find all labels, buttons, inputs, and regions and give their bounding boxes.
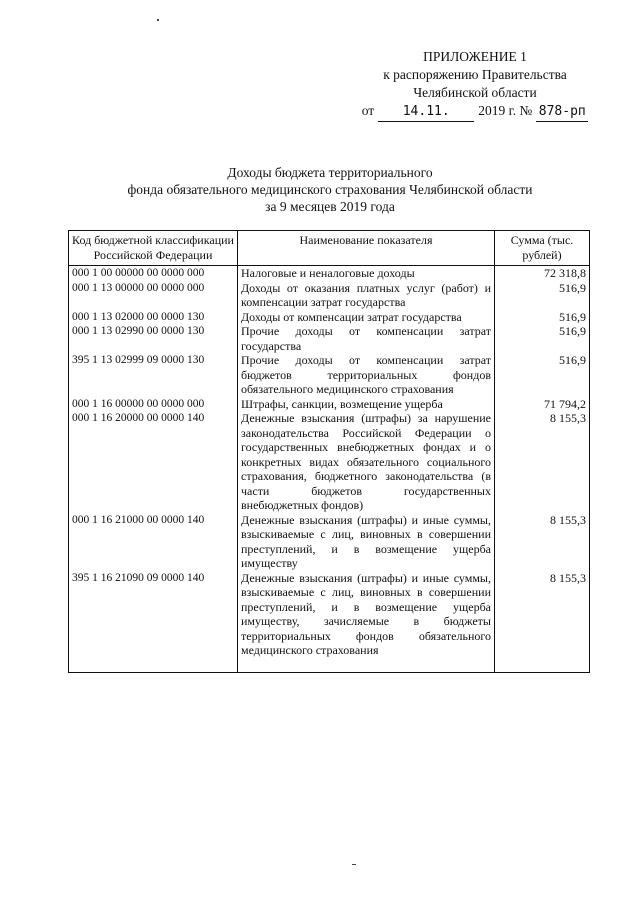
table-row <box>69 324 590 353</box>
appendix-line-region: Челябинской области <box>413 85 537 100</box>
row-name: Денежные взыскания (штрафы) и иные суммы, взыскиваемые с лиц, виновных в совершении преступлений, и в возмещение ущерба имуществу <box>238 513 495 571</box>
row-sum: 8 155,3 <box>495 513 590 571</box>
appendix-header <box>360 48 590 122</box>
document-title-line-1: Доходы бюджета территориального <box>227 165 433 180</box>
appendix-title: ПРИЛОЖЕНИЕ 1 <box>423 49 527 64</box>
header-name: Наименование показателя <box>238 231 495 266</box>
appendix-from-label: от <box>361 103 375 118</box>
document-title <box>40 164 620 215</box>
table-row <box>69 353 590 397</box>
row-sum: 72 318,8 <box>495 266 590 281</box>
row-code: 395 1 13 02999 09 0000 130 <box>69 353 238 397</box>
table-row <box>69 266 590 281</box>
row-name: Налоговые и неналоговые доходы <box>238 266 495 281</box>
row-code: 000 1 13 00000 00 0000 000 <box>69 281 238 310</box>
row-sum: 516,9 <box>495 353 590 397</box>
row-code: 395 1 16 21090 09 0000 140 <box>69 571 238 673</box>
table-row <box>69 281 590 310</box>
appendix-date-value: 14.11. <box>378 103 474 122</box>
row-sum: 8 155,3 <box>495 571 590 673</box>
row-name: Денежные взыскания (штрафы) за нарушение законодательства Российской Федерации о государственных внебюджетных фондах и о конкретных видах обязательного социального страхования, бюджетного законодательства (в части бюджетов государственных внебюджетных фондов) <box>238 411 495 513</box>
row-code: 000 1 00 00000 00 0000 000 <box>69 266 238 281</box>
row-sum: 516,9 <box>495 281 590 310</box>
row-name: Денежные взыскания (штрафы) и иные суммы, взыскиваемые с лиц, виновных в совершении преступлений, и в возмещение ущерба имуществу, зачисляемые в бюджеты территориальных фондов обязательного медицинского страхования <box>238 571 495 673</box>
appendix-date-line <box>360 102 590 122</box>
header-sum: Сумма (тыс. рублей) <box>495 231 590 266</box>
row-name: Доходы от оказания платных услуг (работ) и компенсации затрат государства <box>238 281 495 310</box>
row-name: Прочие доходы от компенсации затрат государства <box>238 324 495 353</box>
table-row <box>69 571 590 673</box>
header-code: Код бюджетной классификации Российской Федерации <box>69 231 238 266</box>
scan-speck-bottom <box>352 864 356 865</box>
row-code: 000 1 13 02000 00 0000 130 <box>69 310 238 325</box>
row-code: 000 1 16 00000 00 0000 000 <box>69 397 238 412</box>
row-sum: 71 794,2 <box>495 397 590 412</box>
appendix-year-text: 2019 г. № <box>478 103 533 118</box>
document-title-line-2: фонда обязательного медицинского страхования Челябинской области <box>127 182 533 197</box>
table-row <box>69 397 590 412</box>
appendix-line-order: к распоряжению Правительства <box>383 67 567 82</box>
row-sum: 8 155,3 <box>495 411 590 513</box>
table-row <box>69 513 590 571</box>
row-name: Штрафы, санкции, возмещение ущерба <box>238 397 495 412</box>
row-name: Доходы от компенсации затрат государства <box>238 310 495 325</box>
row-sum: 516,9 <box>495 310 590 325</box>
row-sum: 516,9 <box>495 324 590 353</box>
row-code: 000 1 13 02990 00 0000 130 <box>69 324 238 353</box>
row-code: 000 1 16 21000 00 0000 140 <box>69 513 238 571</box>
document-title-line-3: за 9 месяцев 2019 года <box>265 199 395 214</box>
table-row <box>69 411 590 513</box>
table-header-row <box>69 231 590 266</box>
row-name: Прочие доходы от компенсации затрат бюджетов территориальных фондов обязательного медицинского страхования <box>238 353 495 397</box>
income-table <box>68 230 590 673</box>
scan-speck-top <box>157 19 159 21</box>
row-code: 000 1 16 20000 00 0000 140 <box>69 411 238 513</box>
table-row <box>69 310 590 325</box>
appendix-number-value: 878-рп <box>536 103 588 122</box>
